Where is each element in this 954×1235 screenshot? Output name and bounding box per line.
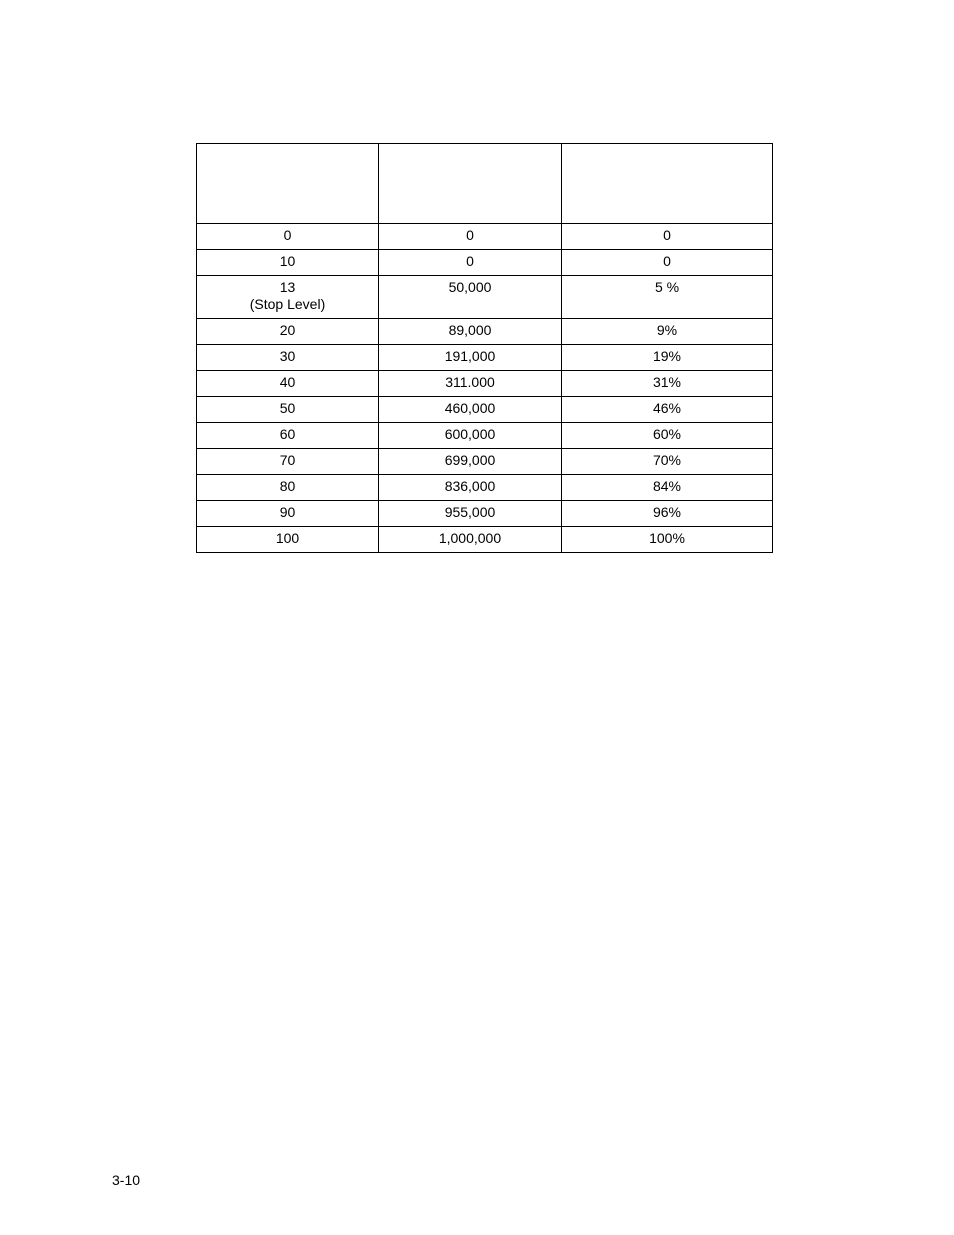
table-cell: 0 xyxy=(379,224,562,250)
table-cell: 955,000 xyxy=(379,501,562,527)
table-row xyxy=(197,345,773,371)
table-row xyxy=(197,501,773,527)
table-row xyxy=(197,224,773,250)
table-cell: 191,000 xyxy=(379,345,562,371)
table-cell: 1,000,000 xyxy=(379,527,562,553)
table-cell: 46% xyxy=(562,397,773,423)
table-cell: 100% xyxy=(562,527,773,553)
cell-value: 40 xyxy=(279,374,296,390)
page-number: 3-10 xyxy=(112,1172,141,1188)
table-header-row xyxy=(197,144,773,224)
table-cell: 19% xyxy=(562,345,773,371)
table-header-cell xyxy=(379,144,562,224)
table-cell xyxy=(197,501,379,527)
table-cell: 89,000 xyxy=(379,319,562,345)
table-cell: 460,000 xyxy=(379,397,562,423)
table-cell xyxy=(197,250,379,276)
table-cell: 836,000 xyxy=(379,475,562,501)
table-row xyxy=(197,276,773,319)
cell-value: 70 xyxy=(279,452,296,468)
cell-value: 10 xyxy=(279,253,296,269)
table-header-cell xyxy=(197,144,379,224)
table-cell xyxy=(197,276,379,319)
cell-value: 20 xyxy=(279,322,296,338)
cell-value: 13 xyxy=(279,279,296,295)
cell-value: 90 xyxy=(279,504,296,520)
table-cell: 5 % xyxy=(562,276,773,319)
table-row xyxy=(197,371,773,397)
table-cell: 9% xyxy=(562,319,773,345)
table-row xyxy=(197,423,773,449)
table-cell: 96% xyxy=(562,501,773,527)
table-row xyxy=(197,397,773,423)
cell-value: 50 xyxy=(279,400,296,416)
table-header-cell xyxy=(562,144,773,224)
table-cell xyxy=(197,224,379,250)
table-cell: 31% xyxy=(562,371,773,397)
table-cell: 311.000 xyxy=(379,371,562,397)
table-row xyxy=(197,475,773,501)
table-cell: 699,000 xyxy=(379,449,562,475)
table-cell: 84% xyxy=(562,475,773,501)
table-cell: 60% xyxy=(562,423,773,449)
table-cell: 0 xyxy=(562,224,773,250)
table-cell: 600,000 xyxy=(379,423,562,449)
table-cell xyxy=(197,527,379,553)
table-cell: 70% xyxy=(562,449,773,475)
table-cell xyxy=(197,345,379,371)
table-cell xyxy=(197,319,379,345)
table-row xyxy=(197,527,773,553)
cell-value: 60 xyxy=(279,426,296,442)
table-cell: 0 xyxy=(379,250,562,276)
table-cell xyxy=(197,475,379,501)
cell-value: 100 xyxy=(275,530,300,546)
table-row xyxy=(197,449,773,475)
table-cell xyxy=(197,449,379,475)
cell-value: 30 xyxy=(279,348,296,364)
cell-note: (Stop Level) xyxy=(249,296,326,312)
table-cell: 50,000 xyxy=(379,276,562,319)
table-cell xyxy=(197,397,379,423)
table-cell xyxy=(197,423,379,449)
cell-value: 0 xyxy=(283,227,292,243)
table-row xyxy=(197,319,773,345)
table-cell xyxy=(197,371,379,397)
table-cell: 0 xyxy=(562,250,773,276)
cell-value: 80 xyxy=(279,478,296,494)
data-table xyxy=(196,143,773,553)
table-row xyxy=(197,250,773,276)
